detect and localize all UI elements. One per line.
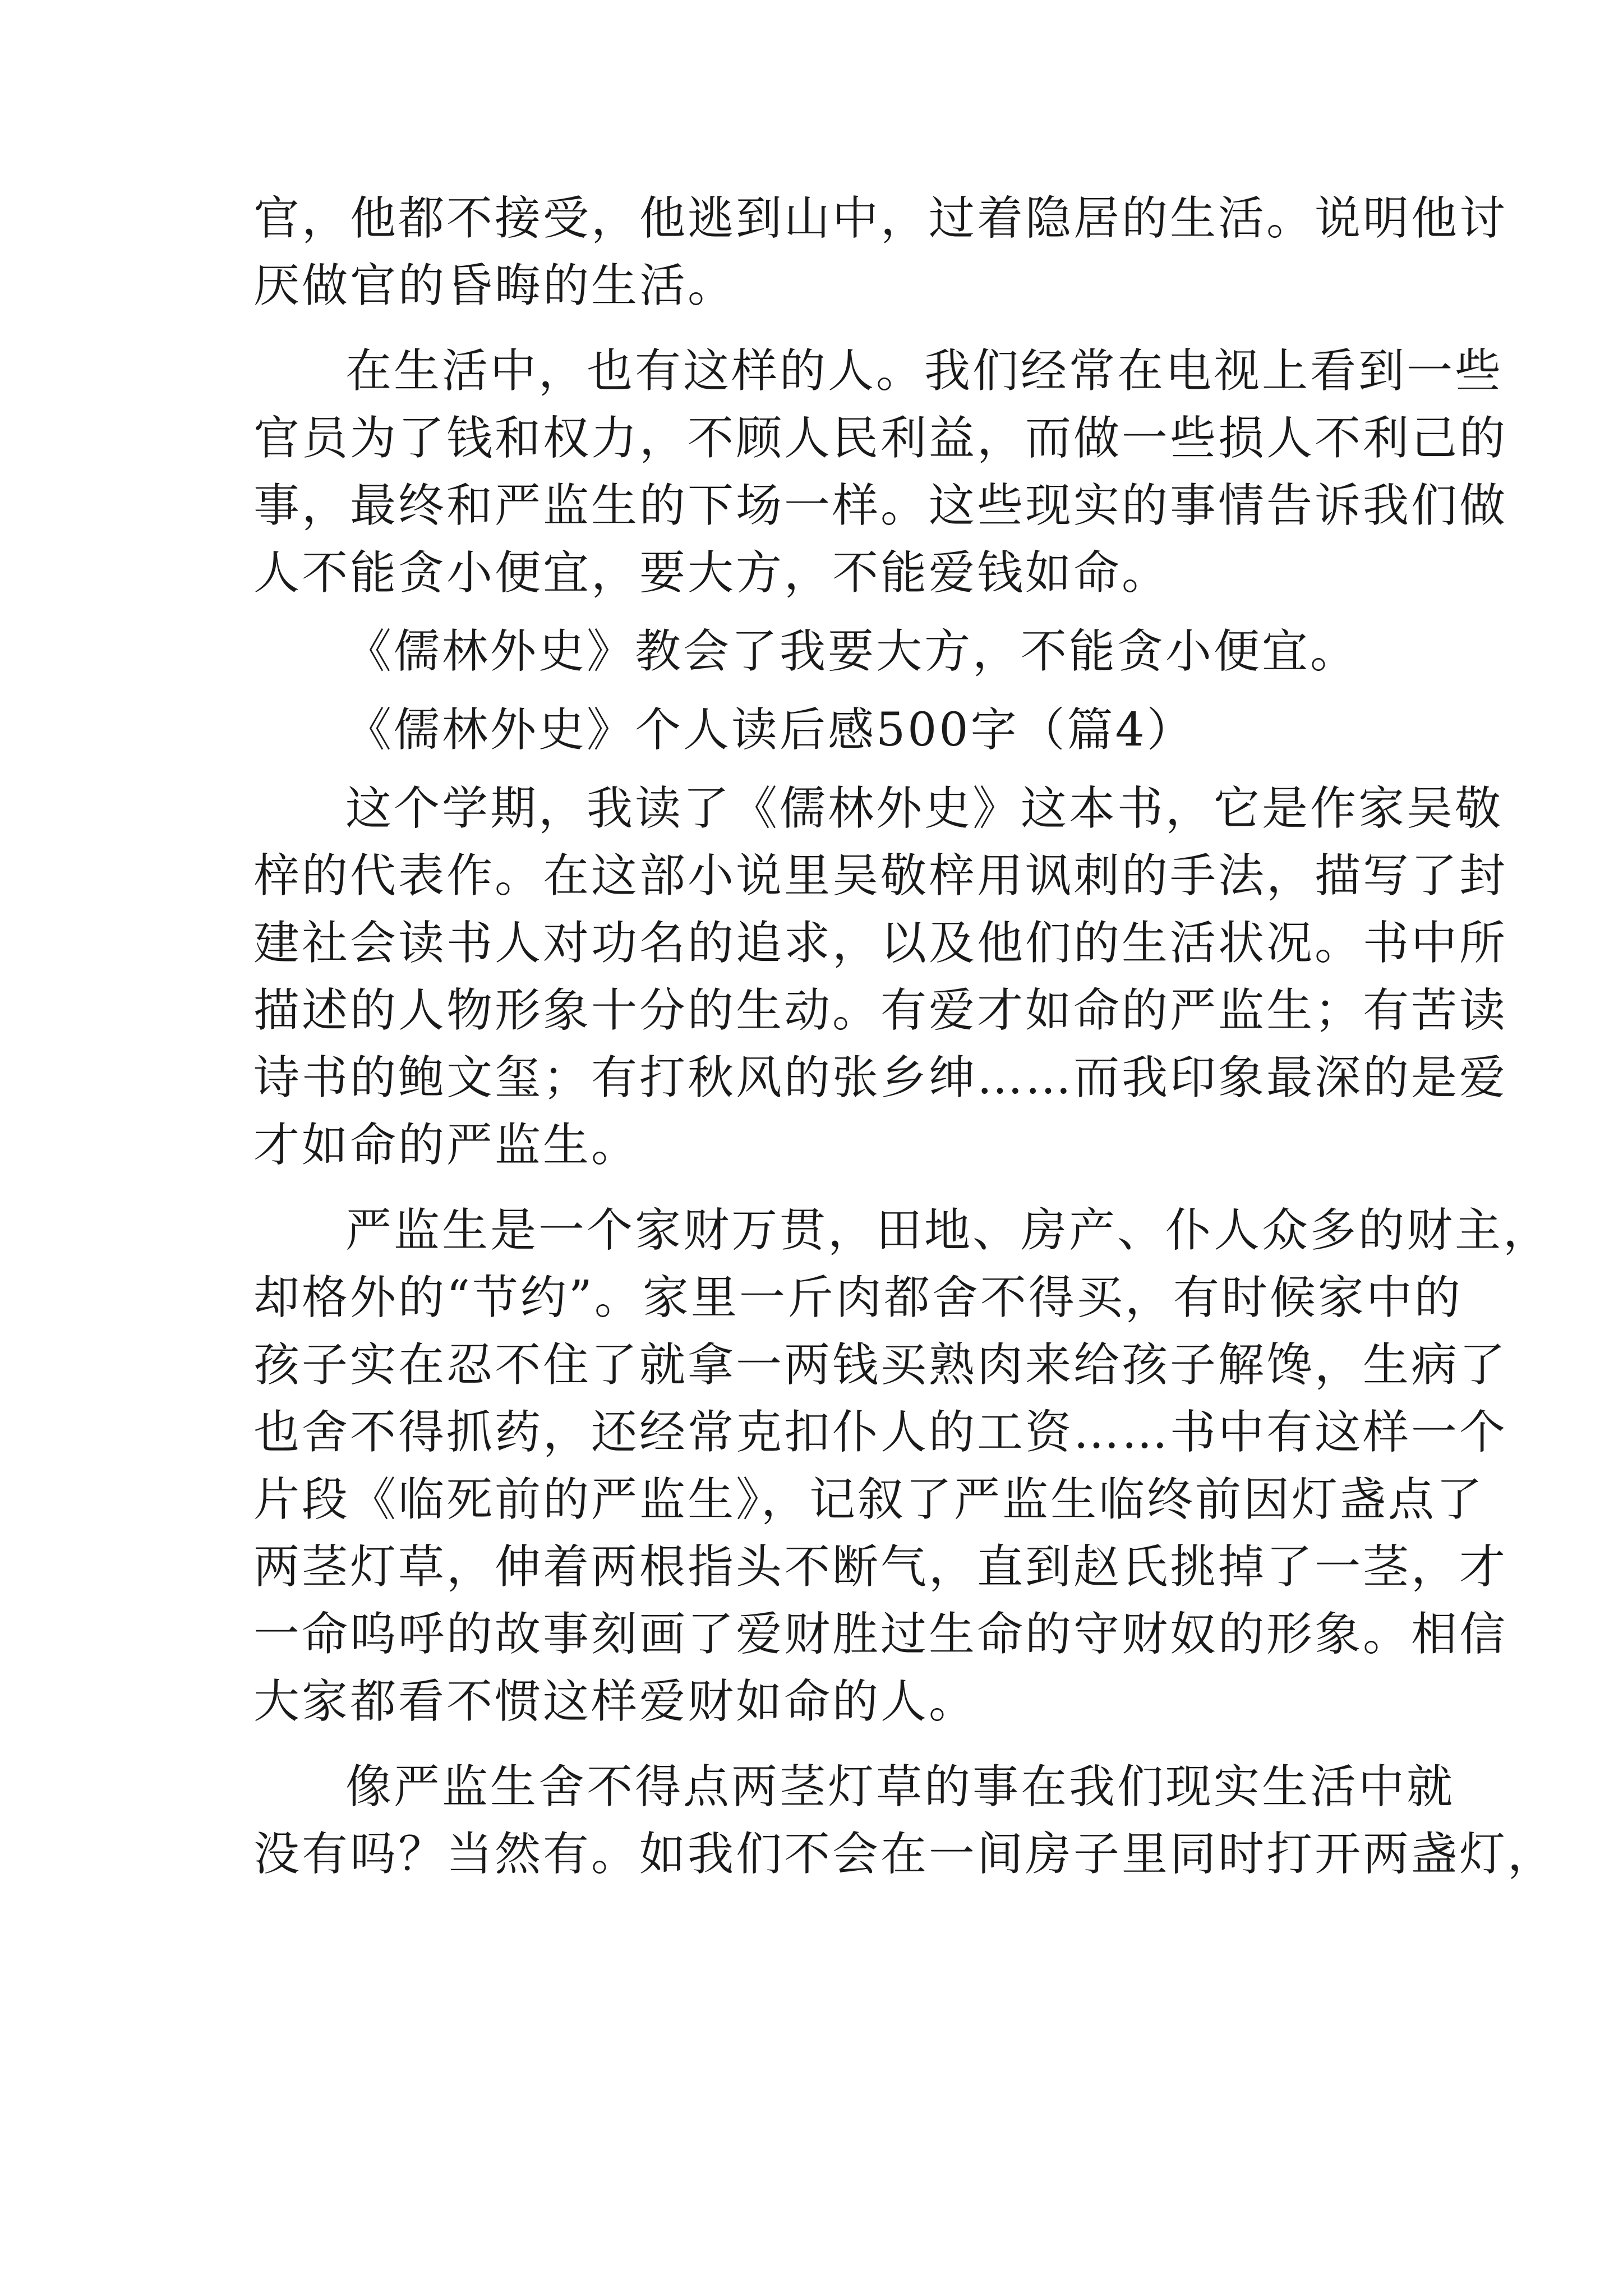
text-line: 却格外的“节约”。家里一斤肉都舍不得买，有时候家中的 (253, 1271, 1463, 1324)
text-line: 描述的人物形象十分的生动。有爱才如命的严监生；有苦读 (253, 984, 1508, 1037)
body-text (253, 185, 1556, 1888)
text-line: 人不能贪小便宜，要大方，不能爱钱如命。 (253, 546, 1170, 600)
text-line: 大家都看不惯这样爱财如命的人。 (253, 1675, 978, 1728)
text-line: 才如命的严监生。 (253, 1119, 640, 1172)
text-line: 一命呜呼的故事刻画了爱财胜过生命的守财奴的形象。相信 (253, 1608, 1508, 1661)
text-line: 官，他都不接受，他逃到山中，过着隐居的生活。说明他讨 (253, 192, 1508, 245)
paragraph-start-line: 严监生是一个家财万贯，田地、房产、仆人众多的财主， (345, 1204, 1552, 1257)
paragraph-start-line: 像严监生舍不得点两茎灯草的事在我们现实生活中就 (345, 1760, 1455, 1814)
text-line: 两茎灯草，伸着两根指头不断气，直到赵氏挑掉了一茎，才 (253, 1540, 1508, 1594)
text-line: 梓的代表作。在这部小说里吴敬梓用讽刺的手法，描写了封 (253, 849, 1508, 903)
text-line: 建社会读书人对功名的追求，以及他们的生活状况。书中所 (253, 917, 1508, 970)
text-line: 没有吗？当然有。如我们不会在一间房子里同时打开两盏灯， (253, 1828, 1556, 1881)
paragraph-start-line: 这个学期，我读了《儒林外史》这本书，它是作家吴敬 (345, 782, 1504, 835)
text-line: 诗书的鲍文玺；有打秋风的张乡绅……而我印象最深的是爱 (253, 1051, 1508, 1105)
text-line: 也舍不得抓药，还经常克扣仆人的工资……书中有这样一个 (253, 1406, 1508, 1459)
text-line: 事，最终和严监生的下场一样。这些现实的事情告诉我们做 (253, 479, 1508, 532)
section-heading: 《儒林外史》个人读后感500字（篇4） (345, 703, 1195, 757)
text-line: 片段《临死前的严监生》，记叙了严监生临终前因灯盏点了 (253, 1473, 1485, 1526)
paragraph-start-line: 《儒林外史》教会了我要大方，不能贪小便宜。 (345, 625, 1359, 678)
text-line: 官员为了钱和权力，不顾人民利益，而做一些损人不利己的 (253, 412, 1508, 465)
paragraph-start-line: 在生活中，也有这样的人。我们经常在电视上看到一些 (345, 344, 1504, 398)
text-line: 孩子实在忍不住了就拿一两钱买熟肉来给孩子解馋，生病了 (253, 1338, 1508, 1392)
text-line: 厌做官的昏晦的生活。 (253, 259, 736, 312)
